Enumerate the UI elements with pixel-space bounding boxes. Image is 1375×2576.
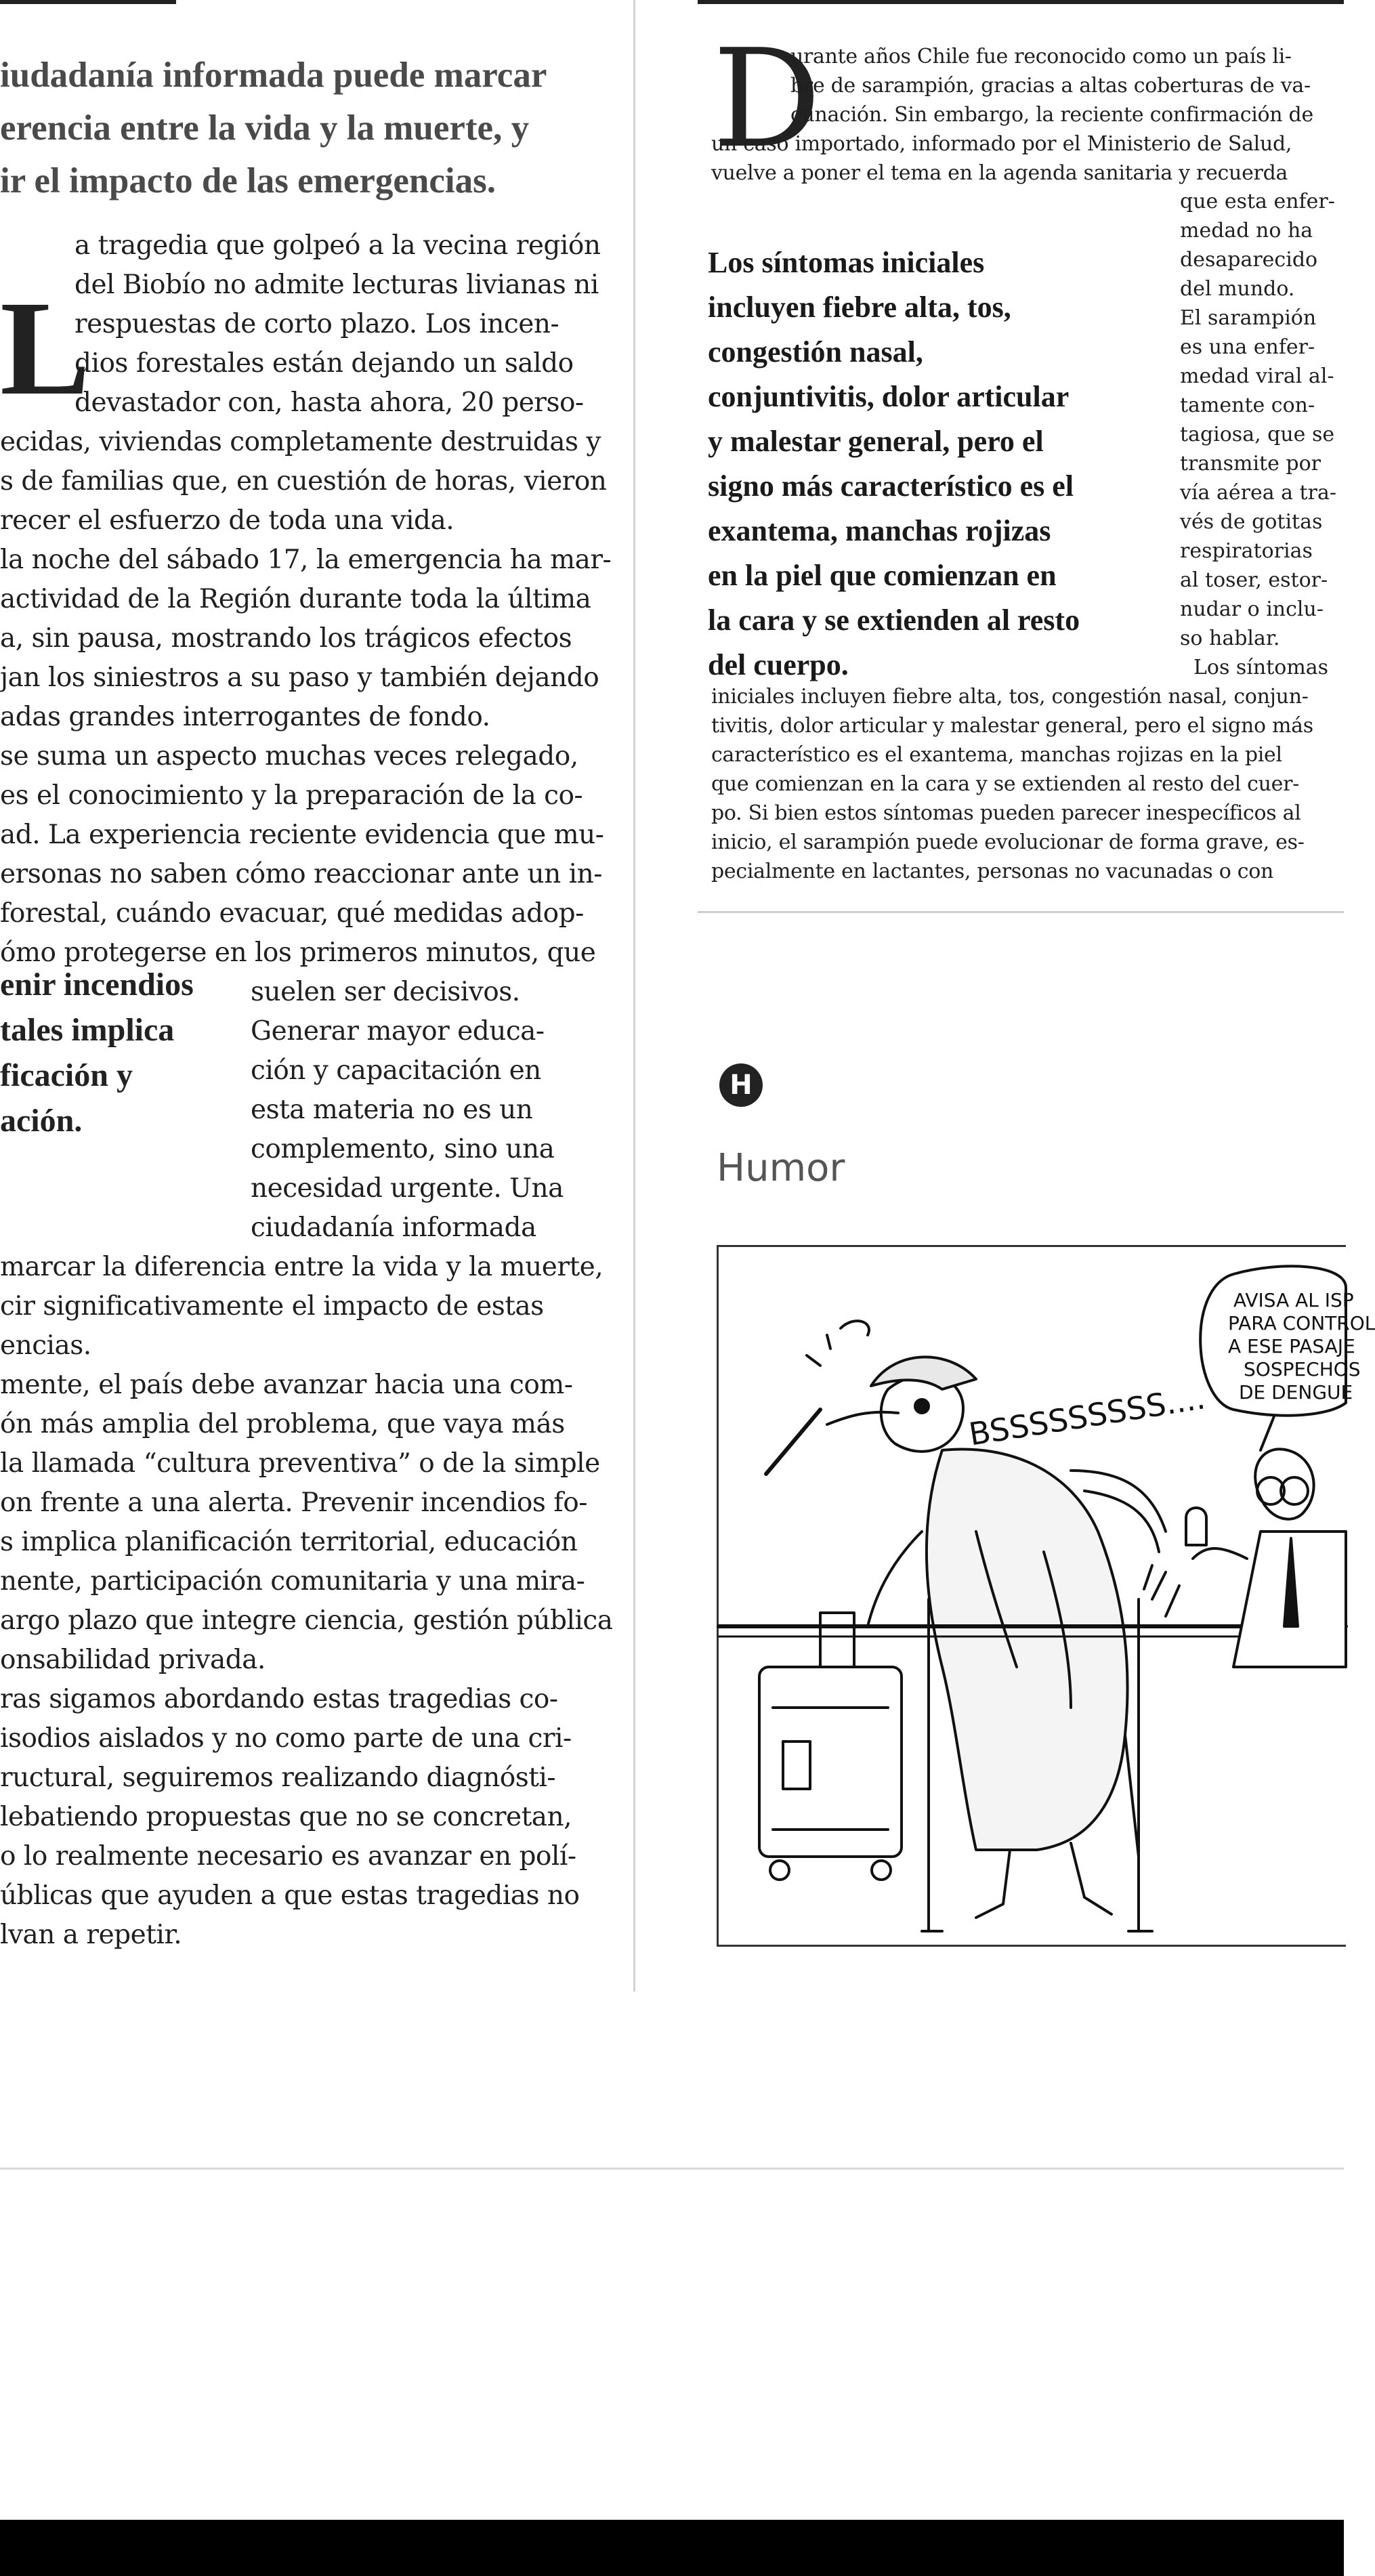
editorial-lead xyxy=(0,49,596,207)
body-line: s de familias que, en cuestión de horas, vieron xyxy=(0,466,607,497)
body-line: úblicas que ayuden a que estas tragedias no xyxy=(0,1880,580,1911)
body-line: adas grandes interrogantes de fondo. xyxy=(0,702,490,732)
body-line: pecialmente en lactantes, personas no vacunadas o con xyxy=(711,860,1274,883)
narrow-line: Los síntomas xyxy=(1193,656,1329,679)
narrow-line: es una enfer- xyxy=(1180,335,1315,359)
narrow-line: transmite por xyxy=(1180,452,1321,476)
pull-line: en la piel que comienzan en xyxy=(708,559,1057,592)
speech-bubble-line: PARA CONTROL xyxy=(1228,1312,1375,1334)
intro-line: a tragedia que golpeó a la vecina región xyxy=(75,230,601,261)
body-line: tivitis, dolor articular y malestar general, pero el signo más xyxy=(711,714,1313,738)
narrow-line: El sarampión xyxy=(1180,306,1317,330)
side-line: complemento, sino una xyxy=(251,1134,555,1164)
body-line: forestal, cuándo evacuar, qué medidas adop- xyxy=(0,898,584,929)
body-line: ad. La experiencia reciente evidencia que mu- xyxy=(0,820,604,850)
narrow-line: del mundo. xyxy=(1180,277,1295,301)
bottom-black-bar xyxy=(0,2520,1344,2576)
pull-line: y malestar general, pero el xyxy=(708,425,1044,458)
body-line: ras sigamos abordando estas tragedias co- xyxy=(0,1684,558,1714)
narrow-line: vía aérea a tra- xyxy=(1180,481,1336,505)
page-bottom-rule xyxy=(0,2168,1344,2170)
body-line: la noche del sábado 17, la emergencia ha mar- xyxy=(0,545,612,575)
humor-title: Humor xyxy=(717,1146,845,1190)
body-line: se suma un aspecto muchas veces relegado, xyxy=(0,741,578,772)
editorial-pull-quote xyxy=(0,962,203,1143)
body-line: nente, participación comunitaria y una mira- xyxy=(0,1566,585,1597)
pull-line: enir incendios xyxy=(0,967,194,1002)
pull-line: incluyen fiebre alta, tos, xyxy=(708,291,1011,324)
pull-line: signo más característico es el xyxy=(708,469,1074,503)
body-line: marcar la diferencia entre la vida y la muerte, xyxy=(0,1252,604,1282)
body-line: onsabilidad privada. xyxy=(0,1645,266,1675)
body-line: iniciales incluyen fiebre alta, tos, congestión nasal, conjun- xyxy=(711,685,1309,709)
body-line: mente, el país debe avanzar hacia una com- xyxy=(0,1370,573,1400)
side-line: suelen ser decisivos. xyxy=(251,977,520,1007)
narrow-line: tamente con- xyxy=(1180,394,1315,417)
measles-pull-quote xyxy=(708,240,1182,688)
section-divider xyxy=(698,911,1344,913)
body-line: la llamada “cultura preventiva” o de la simple xyxy=(0,1448,600,1479)
body-line: ón más amplia del problema, que vaya más xyxy=(0,1409,565,1439)
body-line: recer el esfuerzo de toda una vida. xyxy=(0,505,454,536)
intro-line: bre de sarampión, gracias a altas coberturas de va- xyxy=(790,74,1311,98)
drop-cap-fragment: L xyxy=(0,274,91,423)
humor-badge-icon: H xyxy=(719,1063,763,1107)
lead-line: erencia entre la vida y la muerte, y xyxy=(0,108,530,148)
pull-line: del cuerpo. xyxy=(708,648,849,681)
top-rule-right xyxy=(698,0,1344,4)
pull-line: ación. xyxy=(0,1103,83,1139)
pull-line: congestión nasal, xyxy=(708,335,923,368)
body-line: ersonas no saben cómo reaccionar ante un in- xyxy=(0,859,602,889)
body-line: inicio, el sarampión puede evolucionar de forma grave, es- xyxy=(711,830,1305,854)
body-line: a, sin pausa, mostrando los trágicos efectos xyxy=(0,623,572,654)
column-divider xyxy=(633,0,635,1991)
body-line: po. Si bien estos síntomas pueden parecer inespecíficos al xyxy=(711,801,1301,825)
body-line: argo plazo que integre ciencia, gestión pública xyxy=(0,1605,613,1636)
body-line: o lo realmente necesario es avanzar en polí- xyxy=(0,1841,576,1872)
intro-line: un caso importado, informado por el Ministerio de Salud, xyxy=(711,132,1292,156)
body-line: lebatiendo propuestas que no se concretan, xyxy=(0,1802,572,1832)
body-line: ómo protegerse en los primeros minutos, que xyxy=(0,937,596,968)
intro-line: devastador con, hasta ahora, 20 perso- xyxy=(75,387,584,418)
body-line: on frente a una alerta. Prevenir incendios fo- xyxy=(0,1487,587,1518)
body-line: actividad de la Región durante toda la última xyxy=(0,584,591,614)
speech-bubble-line: AVISA AL ISP xyxy=(1233,1289,1354,1311)
side-line: Generar mayor educa- xyxy=(251,1016,545,1047)
drop-cap: D xyxy=(713,20,822,178)
body-line: isodios aislados y no como parte de una cri- xyxy=(0,1723,572,1754)
body-line: ecidas, viviendas completamente destruidas y xyxy=(0,427,601,457)
body-line: es el conocimiento y la preparación de la co- xyxy=(0,780,583,811)
intro-line: cunación. Sin embargo, la reciente confirmación de xyxy=(790,103,1313,127)
body-line: que comienzan en la cara y se extienden al resto del cuer- xyxy=(711,772,1300,796)
intro-line: vuelve a poner el tema en la agenda sanitaria y recuerda xyxy=(711,161,1288,185)
narrow-line: al toser, estor- xyxy=(1180,568,1328,592)
narrow-line: nudar o inclu- xyxy=(1180,597,1324,621)
narrow-line: vés de gotitas xyxy=(1180,510,1323,534)
intro-line: respuestas de corto plazo. Los incen- xyxy=(75,309,559,339)
narrow-line: medad viral al- xyxy=(1180,364,1334,388)
intro-line: urante años Chile fue reconocido como un país li- xyxy=(790,45,1292,68)
pull-line: exantema, manchas rojizas xyxy=(708,514,1051,547)
body-line: ructural, seguiremos realizando diagnósti- xyxy=(0,1762,556,1793)
side-line: esta materia no es un xyxy=(251,1095,533,1125)
humor-cartoon xyxy=(717,1245,1375,1947)
pull-line: tales implica xyxy=(0,1012,175,1048)
pull-line: ficación y xyxy=(0,1057,133,1093)
body-line: lvan a repetir. xyxy=(0,1920,182,1950)
pull-line: conjuntivitis, dolor articular xyxy=(708,380,1070,413)
body-line: encias. xyxy=(0,1330,91,1361)
body-line: característico es el exantema, manchas rojizas en la piel xyxy=(711,743,1282,767)
pull-line: Los síntomas iniciales xyxy=(708,246,985,279)
side-line: necesidad urgente. Una xyxy=(251,1173,564,1204)
intro-line: del Biobío no admite lecturas livianas ni xyxy=(75,270,599,300)
lead-line: iudadanía informada puede marcar xyxy=(0,56,547,95)
body-line: s implica planificación territorial, educación xyxy=(0,1527,578,1557)
narrow-line: que esta enfer- xyxy=(1180,190,1335,213)
body-line: jan los siniestros a su paso y también dejando xyxy=(0,662,599,693)
speech-bubble-line: SOSPECHOS xyxy=(1244,1358,1361,1380)
lead-line: ir el impacto de las emergencias. xyxy=(0,161,496,200)
narrow-line: so hablar. xyxy=(1180,627,1280,650)
side-line: ción y capacitación en xyxy=(251,1055,541,1086)
speech-bubble-line: A ESE PASAJE xyxy=(1228,1335,1355,1357)
intro-line: dios forestales están dejando un saldo xyxy=(75,348,574,379)
top-rule-left xyxy=(0,0,176,4)
side-line: ciudadanía informada xyxy=(251,1212,536,1243)
speech-bubble-line: DE DENGUE xyxy=(1239,1381,1353,1403)
narrow-line: desaparecido xyxy=(1180,248,1318,272)
buzz-sound-effect: BSSSSSSSSS.... xyxy=(966,1379,1208,1453)
body-line: cir significativamente el impacto de estas xyxy=(0,1291,544,1322)
narrow-line: tagiosa, que se xyxy=(1180,423,1335,446)
narrow-line: medad no ha xyxy=(1180,219,1313,242)
pull-line: la cara y se extienden al resto xyxy=(708,604,1080,637)
narrow-line: respiratorias xyxy=(1180,539,1313,563)
